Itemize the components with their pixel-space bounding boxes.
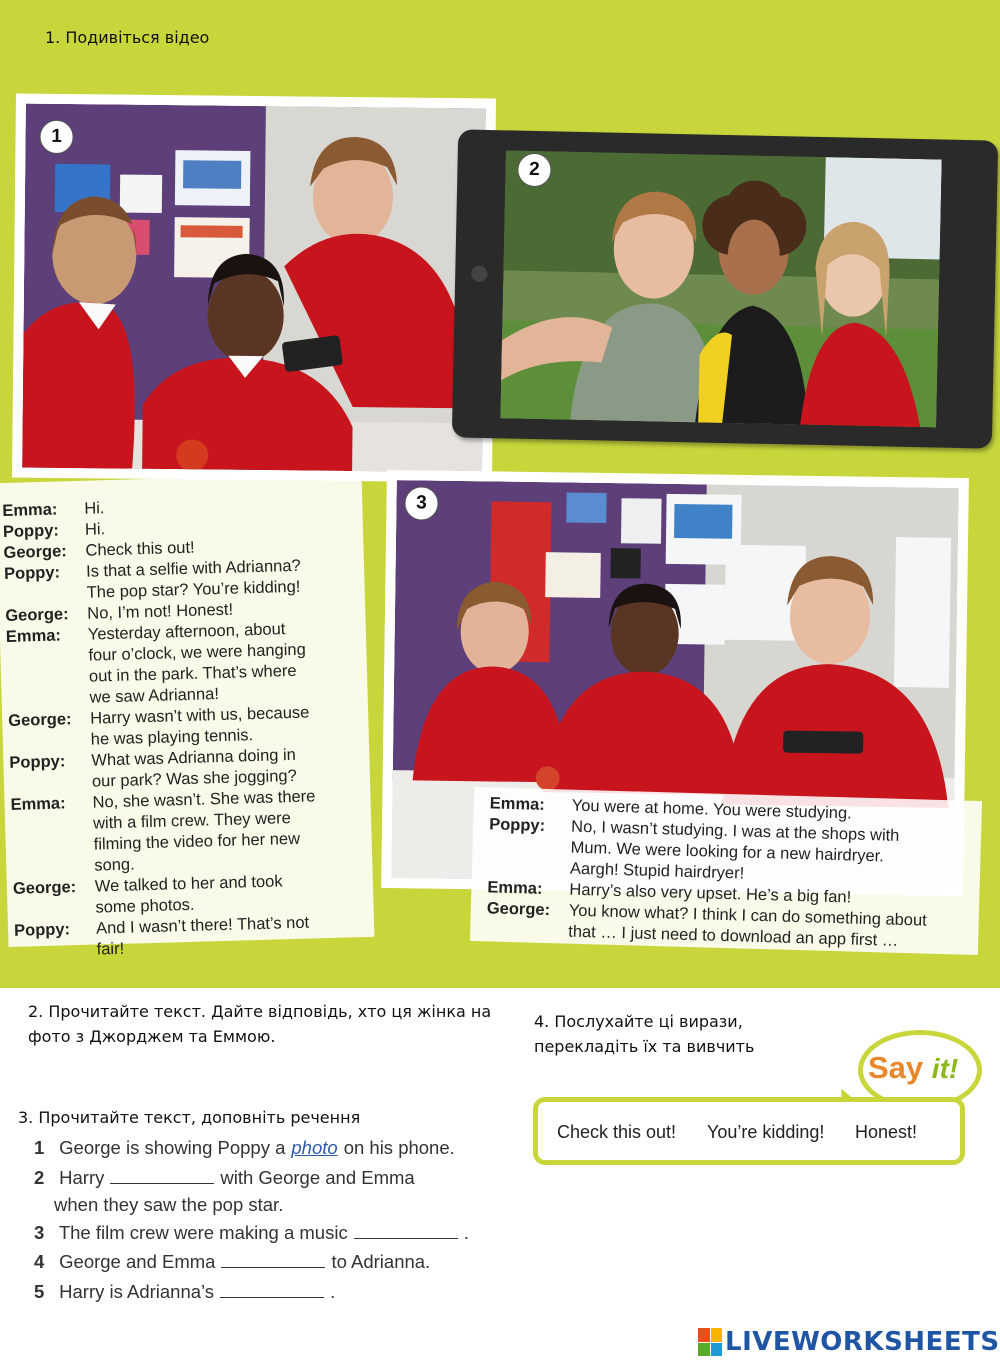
speech-text: [85, 519, 106, 541]
item-number: 1: [34, 1137, 45, 1158]
item-text-before: George and Emma: [59, 1251, 216, 1272]
speech-text: [570, 817, 900, 889]
speech-line: Mum. We were looking for a new hairdryer.: [570, 838, 885, 866]
item-number: 3: [34, 1222, 45, 1243]
speech-text: [568, 901, 927, 953]
item-text-after: .: [330, 1281, 336, 1302]
speech-line: We talked to her and took: [94, 872, 283, 896]
tablet-home-button: [471, 266, 487, 282]
speech-line: Harry wasn’t with us, because: [89, 703, 310, 728]
speaker-name: George:: [7, 710, 72, 730]
speech-line: And I wasn’t there! That’s not: [95, 913, 310, 938]
say-it-title: [868, 1050, 958, 1086]
dialogue-turn: [14, 912, 320, 962]
speaker-name: George:: [3, 542, 68, 563]
speaker-name: Poppy:: [9, 752, 66, 772]
speech-text: [96, 913, 310, 961]
speech-line: our park? Was she jogging?: [91, 766, 297, 791]
task2-instruction: 2. Прочитайте текст. Дайте відповідь, хто ця жінка на фото з Джорджем та Еммою.: [28, 1002, 492, 1046]
liveworksheets-logo[interactable]: [698, 1328, 1000, 1356]
speech-line: out in the park. That’s where: [88, 661, 297, 686]
item-number: 5: [34, 1281, 45, 1302]
dialogue-turn: [6, 618, 313, 710]
speech-text: [88, 619, 308, 709]
item-text-after: on his phone.: [343, 1137, 455, 1158]
speech-line: Yesterday afternoon, about: [87, 620, 286, 644]
item-number: 4: [34, 1251, 45, 1272]
exercise-item-1: [34, 1134, 455, 1161]
logo-text: LIVEWORKSHEETS: [725, 1327, 1000, 1357]
photo-1: [12, 93, 496, 482]
speech-line: No, she wasn’t. She was there: [92, 787, 316, 812]
dialogue-right-list: [486, 793, 930, 952]
speech-line: Harry’s also very upset. He’s a big fan!: [569, 880, 852, 907]
dialogue-panel-right: [470, 787, 982, 955]
speech-line: You were at home. You were studying.: [571, 796, 852, 823]
item-text-before: The film crew were making a music: [58, 1222, 348, 1243]
item-number: 2: [34, 1167, 45, 1188]
speech-line: Check this out!: [85, 538, 195, 560]
answer-blank[interactable]: [110, 1164, 214, 1184]
speech-text: [84, 498, 105, 520]
item-text-continued: when they saw the pop star.: [54, 1194, 284, 1215]
phrase-honest: Honest!: [855, 1122, 918, 1142]
speech-line: What was Adrianna doing in: [91, 745, 297, 770]
speech-line: Hi.: [84, 520, 106, 539]
classroom-scene-1: [22, 104, 486, 473]
dialogue-turn: [10, 786, 317, 878]
speech-line: with a film crew. They were: [92, 809, 292, 833]
task4-instruction: 4. Послухайте ці вирази, перекладіть їх та вивчить: [534, 1012, 755, 1056]
speech-line: No, I’m not! Honest!: [87, 600, 234, 623]
item-text-after: with George and Emma: [220, 1167, 415, 1188]
speaker-name: Emma:: [10, 794, 66, 814]
selfie-park-scene: [500, 150, 942, 427]
answer-blank[interactable]: [354, 1219, 458, 1239]
speaker-name: Poppy:: [488, 815, 546, 835]
speaker-name: Emma:: [489, 794, 546, 814]
speech-line: four o’clock, we were hanging: [88, 640, 306, 665]
item-text-after: to Adrianna.: [331, 1251, 431, 1272]
exercise-item-5: [34, 1278, 335, 1305]
item-text-after: .: [463, 1222, 469, 1243]
tablet-frame: [452, 129, 998, 448]
exercise-item-3: [34, 1219, 469, 1246]
task3-instruction: 3. Прочитайте текст, доповніть речення: [18, 1108, 361, 1127]
speech-line: filming the video for her new: [93, 829, 301, 854]
speech-line: Hi.: [84, 499, 105, 518]
photo-number-badge: 3: [404, 486, 438, 520]
dialogue-panel-left: [0, 473, 374, 959]
speaker-name: Emma:: [2, 500, 58, 521]
speech-text: [91, 745, 297, 793]
speech-line: Is that a selfie with Adrianna?: [85, 556, 301, 581]
phrase-check-this-out: Check this out!: [557, 1122, 677, 1142]
speech-text: [85, 538, 195, 562]
exercise-item-2: [34, 1164, 415, 1218]
answer-blank[interactable]: [220, 1278, 324, 1298]
speech-text: [86, 556, 302, 604]
speech-text: [95, 871, 284, 918]
say-it-title-say: Say: [868, 1050, 924, 1085]
speaker-name: Poppy:: [3, 563, 61, 583]
speech-line: he was playing tennis.: [90, 726, 254, 749]
speech-text: [92, 786, 317, 876]
item-text-before: Harry: [59, 1167, 105, 1188]
photo-number-badge: 1: [39, 120, 73, 154]
photo-number-badge: 2: [517, 153, 552, 188]
speech-line: The pop star? You’re kidding!: [86, 577, 301, 602]
speech-line: You know what? I think I can do something about: [568, 901, 927, 930]
speaker-name: Emma:: [487, 878, 543, 898]
speech-line: song.: [94, 855, 135, 875]
answer-blank[interactable]: [221, 1248, 325, 1268]
speech-line: some photos.: [95, 895, 195, 917]
speech-line: fair!: [96, 939, 125, 959]
speaker-name: George:: [486, 899, 551, 920]
speech-line: Aargh! Stupid hairdryer!: [569, 859, 745, 883]
speaker-name: George:: [5, 605, 69, 625]
speech-line: we saw Adrianna!: [89, 685, 220, 707]
answer-field[interactable]: photo: [291, 1137, 338, 1158]
dialogue-turn: [4, 555, 310, 605]
speaker-name: Poppy:: [2, 521, 60, 542]
speech-line: No, I wasn’t studying. I was at the shops with: [570, 817, 900, 845]
speech-text: [90, 703, 310, 751]
dialogue-left-list: [2, 493, 320, 963]
speaker-name: George:: [12, 878, 77, 898]
say-it-title-it: it!: [931, 1053, 959, 1084]
speaker-name: Emma:: [5, 626, 62, 646]
speech-line: that … I just need to download an app first …: [567, 922, 899, 950]
logo-mark-icon: [698, 1328, 722, 1356]
exercise-item-4: [34, 1248, 430, 1275]
item-text-before: George is showing Poppy a: [59, 1137, 286, 1158]
speaker-name: Poppy:: [13, 920, 71, 940]
item-text-before: Harry is Adrianna’s: [59, 1281, 215, 1302]
task1-instruction: 1. Подивіться відео: [45, 28, 210, 47]
phrase-youre-kidding: You’re kidding!: [707, 1122, 825, 1142]
